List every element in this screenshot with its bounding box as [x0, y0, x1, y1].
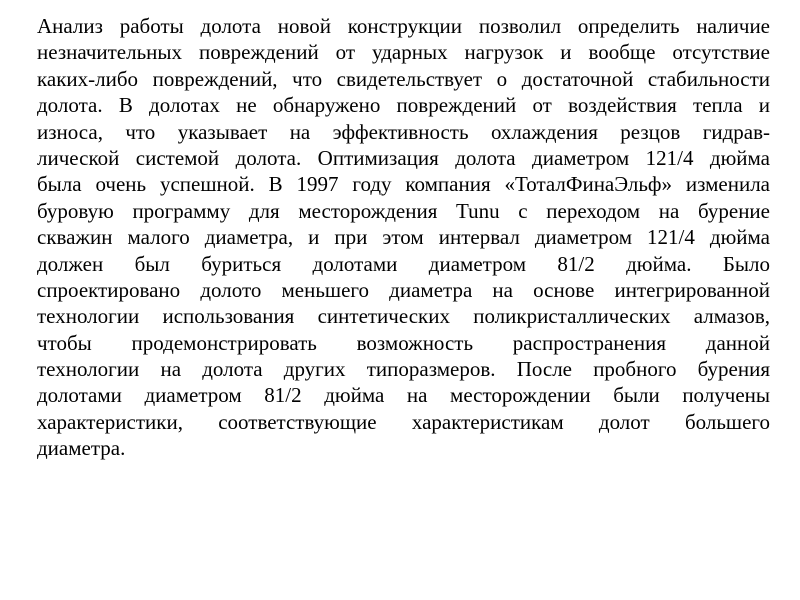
paragraph-line: буровую программу для месторождения Tunu с переходом на бурение	[37, 198, 770, 223]
paragraph-line: износа, что указывает на эффективность охлаждения резцов гидрав-	[37, 119, 770, 144]
paragraph-line: каких-либо повреждений, что свидетельствует о достаточной стабильности	[37, 66, 770, 91]
paragraph-line: Анализ работы долота новой конструкции позволил определить наличие	[37, 14, 770, 38]
paragraph-line: лической системой долота. Оптимизация долота диаметром 121/4 дюйма	[37, 145, 770, 170]
paragraph-line: технологии на долота других типоразмеров. После пробного бурения	[37, 357, 770, 382]
paragraph-line: технологии использования синтетических поликристаллических алмазов,	[37, 304, 770, 329]
paragraph-line: долотами диаметром 81/2 дюйма на месторождении были получены	[37, 383, 770, 408]
paragraph-line: чтобы продемонстрировать возможность распространения данной	[37, 330, 770, 355]
paragraph-line: была очень успешной. В 1997 году компания «ТоталФинаЭльф» изменила	[37, 172, 770, 197]
paragraph-line: диаметра.	[37, 436, 126, 461]
paragraph-line: должен был буриться долотами диаметром 81/2 дюйма. Было	[37, 251, 770, 276]
paragraph-line: долота. В долотах не обнаружено повреждений от воздействия тепла и	[37, 93, 770, 118]
paragraph-line: спроектировано долото меньшего диаметра на основе интегрированной	[37, 277, 770, 302]
body-paragraph	[37, 13, 770, 462]
paragraph-line: незначительных повреждений от ударных нагрузок и вообще отсутствие	[37, 40, 770, 65]
paragraph-line: характеристики, соответствующие характеристикам долот большего	[37, 409, 770, 434]
paragraph-line: скважин малого диаметра, и при этом интервал диаметром 121/4 дюйма	[37, 225, 770, 250]
